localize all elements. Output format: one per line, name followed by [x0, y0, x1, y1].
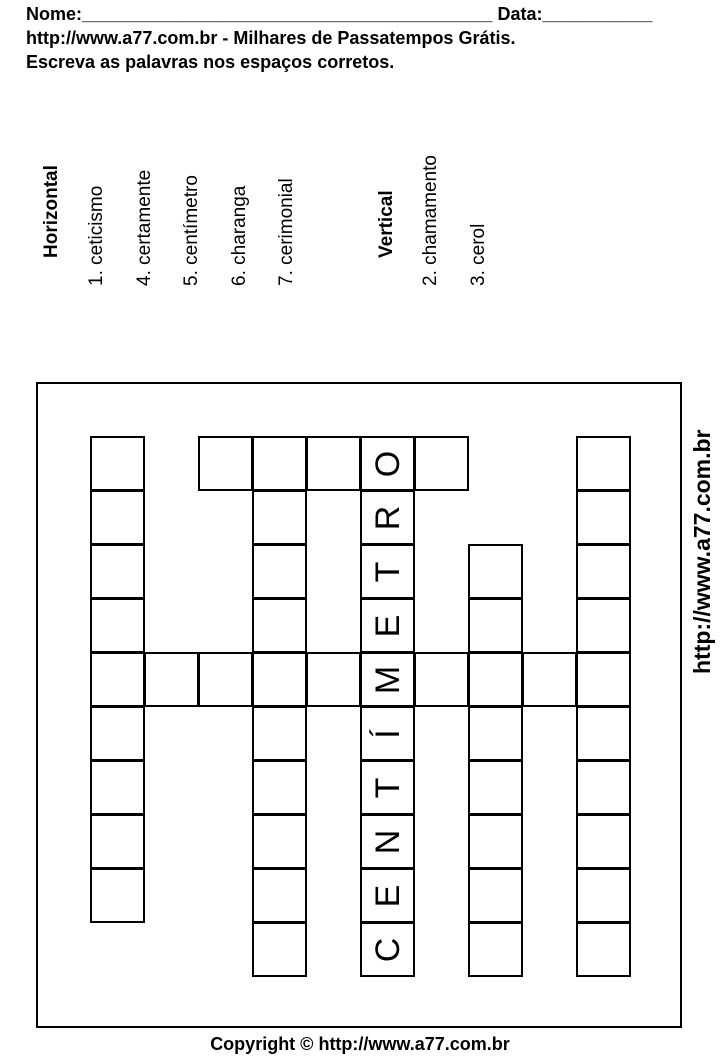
grid-cell[interactable] — [252, 814, 307, 869]
grid-cell[interactable] — [252, 922, 307, 977]
grid-cell[interactable] — [90, 544, 145, 599]
grid-cell[interactable] — [252, 598, 307, 653]
grid-cell[interactable] — [252, 760, 307, 815]
grid-cell[interactable] — [252, 544, 307, 599]
grid-cell[interactable] — [306, 436, 361, 491]
grid-cell[interactable] — [360, 598, 415, 653]
grid-cell[interactable] — [576, 598, 631, 653]
grid-cell[interactable] — [468, 598, 523, 653]
grid-cell[interactable] — [576, 436, 631, 491]
grid-letter: T — [368, 777, 407, 798]
grid-letter: E — [368, 614, 407, 637]
grid-cell[interactable] — [360, 922, 415, 977]
grid-letter: E — [368, 884, 407, 907]
grid-cell[interactable] — [90, 652, 145, 707]
grid-cell[interactable] — [360, 814, 415, 869]
grid-cell[interactable] — [360, 706, 415, 761]
grid-letter: C — [368, 937, 407, 962]
grid-cell[interactable] — [468, 922, 523, 977]
grid-cell[interactable] — [90, 760, 145, 815]
grid-cell[interactable] — [414, 652, 469, 707]
grid-cell[interactable] — [252, 436, 307, 491]
grid-cell[interactable] — [576, 868, 631, 923]
grid-cell[interactable] — [360, 868, 415, 923]
grid-letter: N — [368, 829, 407, 854]
grid-cell[interactable] — [360, 436, 415, 491]
grid-cell[interactable] — [90, 598, 145, 653]
grid-cell[interactable] — [468, 544, 523, 599]
grid-cell[interactable] — [90, 814, 145, 869]
name-date-line: Nome:_________________________________________ Data:___________ — [26, 4, 653, 24]
grid-cell[interactable] — [576, 760, 631, 815]
grid-cell[interactable] — [576, 706, 631, 761]
grid-cell[interactable] — [360, 544, 415, 599]
horizontal-clue-7: 7. cerimonial — [276, 178, 297, 286]
grid-cell[interactable] — [468, 760, 523, 815]
grid-cell[interactable] — [522, 652, 577, 707]
grid-cell[interactable] — [306, 652, 361, 707]
copyright-footer: Copyright © http://www.a77.com.br — [210, 1034, 510, 1054]
grid-cell[interactable] — [252, 706, 307, 761]
horizontal-clue-5: 5. centímetro — [181, 175, 202, 286]
vertical-clue-3: 3. cerol — [468, 223, 489, 286]
grid-cell[interactable] — [576, 544, 631, 599]
grid-cell[interactable] — [468, 814, 523, 869]
grid-cell[interactable] — [90, 436, 145, 491]
grid-cell[interactable] — [576, 652, 631, 707]
horizontal-clue-1: 1. ceticismo — [86, 185, 107, 286]
grid-letter: T — [368, 561, 407, 582]
grid-cell[interactable] — [252, 490, 307, 545]
grid-cell[interactable] — [414, 436, 469, 491]
horizontal-clues-title: Horizontal — [41, 165, 62, 258]
grid-cell[interactable] — [90, 706, 145, 761]
grid-cell[interactable] — [90, 490, 145, 545]
grid-cell[interactable] — [468, 868, 523, 923]
grid-letter: M — [368, 665, 407, 694]
horizontal-clue-6: 6. charanga — [229, 185, 250, 286]
vertical-clues-title: Vertical — [376, 190, 397, 258]
grid-cell[interactable] — [198, 436, 253, 491]
grid-cell[interactable] — [360, 760, 415, 815]
vertical-clue-2: 2. chamamento — [420, 155, 441, 286]
side-url: http://www.a77.com.br — [689, 429, 715, 674]
grid-cell[interactable] — [360, 490, 415, 545]
grid-cell[interactable] — [252, 652, 307, 707]
grid-cell[interactable] — [468, 652, 523, 707]
grid-cell[interactable] — [198, 652, 253, 707]
grid-letter: O — [368, 450, 407, 477]
grid-cell[interactable] — [144, 652, 199, 707]
grid-cell[interactable] — [576, 922, 631, 977]
grid-cell[interactable] — [576, 490, 631, 545]
grid-cell[interactable] — [576, 814, 631, 869]
grid-cell[interactable] — [468, 706, 523, 761]
grid-cell[interactable] — [252, 868, 307, 923]
grid-letter: Í — [368, 728, 407, 739]
instruction-line: Escreva as palavras nos espaços corretos. — [26, 52, 395, 72]
grid-cell[interactable] — [360, 652, 415, 707]
grid-cell[interactable] — [90, 868, 145, 923]
horizontal-clue-4: 4. certamente — [134, 169, 155, 286]
site-line: http://www.a77.com.br - Milhares de Passatempos Grátis. — [26, 28, 516, 48]
grid-letter: R — [368, 505, 407, 530]
